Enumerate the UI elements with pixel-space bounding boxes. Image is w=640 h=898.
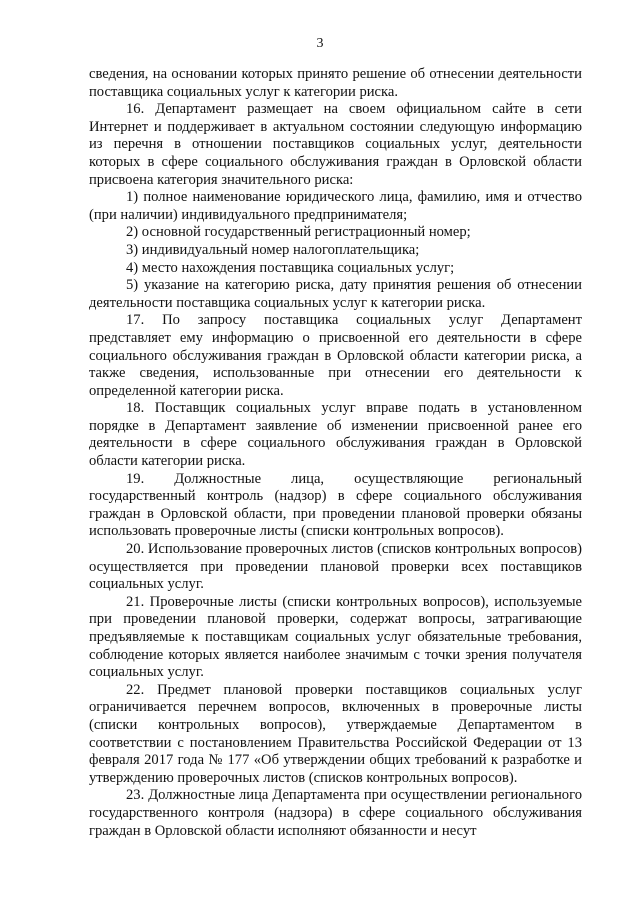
page-number: 3 [316, 36, 324, 51]
paragraph: 5) указание на категорию риска, дату принятия решения об отнесении деятельности поставщика социальных услуг к категории риска. [89, 277, 582, 311]
paragraph: 1) полное наименование юридического лица, фамилию, имя и отчество (при наличии) индивидуального предпринимателя; [89, 189, 582, 223]
paragraph: 23. Должностные лица Департамента при осуществлении регионального государственного контроля (надзора) в сфере социального обслуживания граждан в Орловской области исполняют обязанности и несут [89, 787, 582, 839]
paragraph: 17. По запросу поставщика социальных услуг Департамент представляет ему информацию о присвоенной его деятельности в сфере социального обслуживания граждан в Орловской области категории риска, а также сведения, использованные при отнесении его деятельности к определенной категории риска. [89, 312, 582, 399]
paragraph: 18. Поставщик социальных услуг вправе подать в установленном порядке в Департамент заявление об изменении присвоенной ранее его деятельности в сфере социального обслуживания граждан в Орловской области категории риска. [89, 400, 582, 470]
document-body [89, 66, 582, 840]
paragraph: 19. Должностные лица, осуществляющие региональный государственный контроль (надзор) в сфере социального обслуживания граждан в Орловской области, при проведении плановой проверки обязаны использовать проверочные листы (списки контрольных вопросов). [89, 470, 582, 540]
paragraph: 16. Департамент размещает на своем официальном сайте в сети Интернет и поддерживает в актуальном состоянии следующую информацию из перечня в отношении поставщиков социальных услуг, деятельности которых в сфере социального обслуживания граждан в Орловской области присвоена категория значительного риска: [89, 101, 582, 188]
paragraph: 4) место нахождения поставщика социальных услуг; [126, 259, 455, 276]
paragraph: 3) индивидуальный номер налогоплательщика; [126, 241, 420, 258]
paragraph: сведения, на основании которых принято решение об отнесении деятельности поставщика социальных услуг к категории риска. [89, 66, 582, 100]
paragraph: 2) основной государственный регистрационный номер; [126, 224, 471, 241]
paragraph: 20. Использование проверочных листов (списков контрольных вопросов) осуществляется при проведении плановой проверки всех поставщиков социальных услуг. [89, 541, 582, 593]
paragraph: 22. Предмет плановой проверки поставщиков социальных услуг ограничивается перечнем вопросов, включенных в проверочные листы (списки контрольных вопросов), утверждаемые Департаментом в соответствии с постановлением Правительства Российской Федерации от 13 февраля 2017 года № 177 «Об утверждении общих требований к разработке и утверждению проверочных листов (списков контрольных вопросов). [89, 681, 582, 786]
paragraph: 21. Проверочные листы (списки контрольных вопросов), используемые при проведении плановой проверки, содержат вопросы, затрагивающие предъявляемые к поставщикам социальных услуг обязательные требования, соблюдение которых является наиболее значимым с точки зрения получателя социальных услуг. [89, 593, 582, 681]
